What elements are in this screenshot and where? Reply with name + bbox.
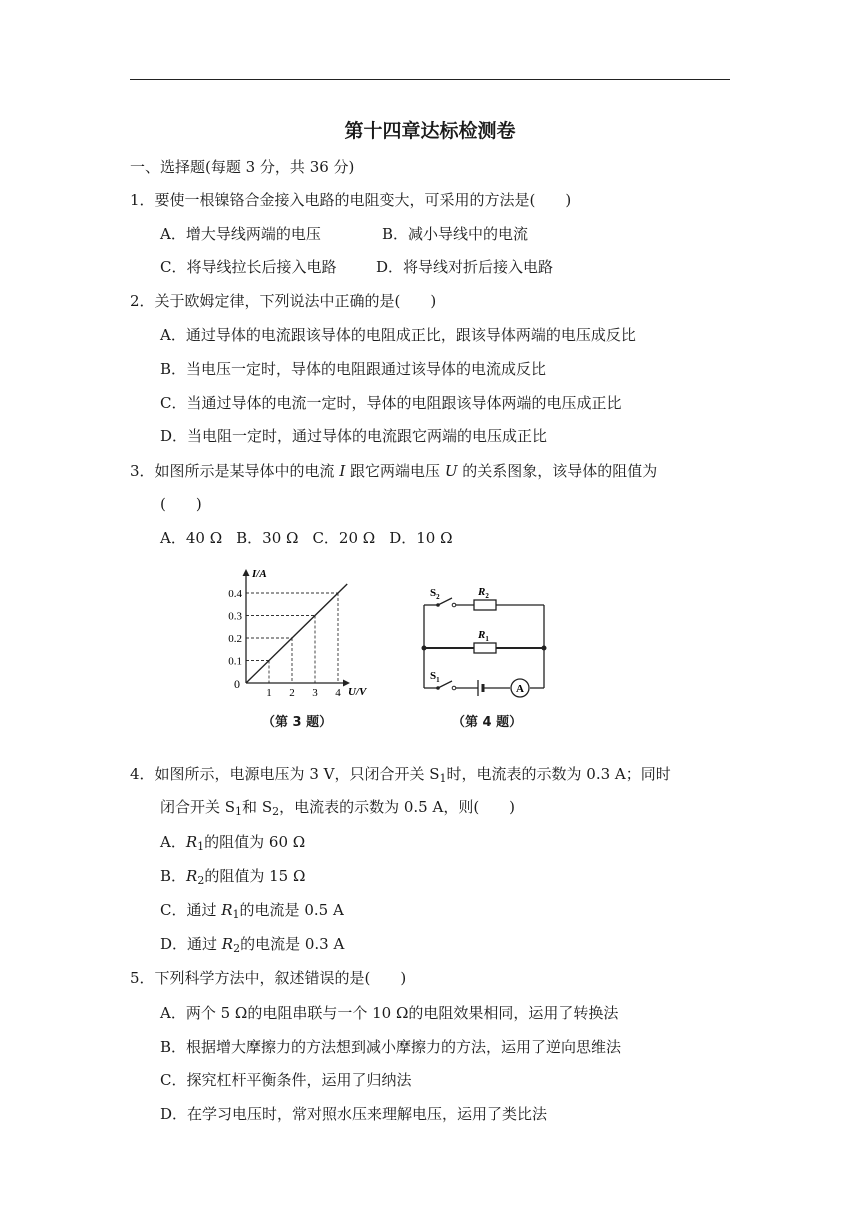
q3-stem: 3．如图所示是某导体中的电流 I 跟它两端电压 U 的关系图象，该导体的阻值为	[130, 462, 658, 480]
q2-option-d: D．当电阻一定时，通过导体的电流跟它两端的电压成正比	[160, 427, 548, 445]
s2-label: $S_2$	[430, 587, 440, 601]
q4-option-d: D．通过 $R_2$的电流是 0.3 A	[160, 935, 345, 955]
r2-label: $R_2$	[478, 586, 489, 600]
figure3-y-tick-label: 0.4	[228, 588, 242, 600]
q3-option-a: A．40 Ω	[160, 529, 223, 547]
s1-label: $S_1$	[430, 670, 440, 684]
figure3-x-tick-label: 4	[335, 687, 341, 699]
s2-switch-blade	[438, 598, 452, 605]
q3-answer-blank: ( )	[160, 495, 202, 513]
figure3-x-axis-label: U/V	[348, 686, 367, 698]
r1-resistor	[474, 643, 496, 653]
q4-option-b: B．$R_2$的阻值为 15 Ω	[160, 867, 306, 887]
q2-option-c: C．当通过导体的电流一定时，导体的电阻跟该导体两端的电压成正比	[160, 394, 622, 412]
figure4-circuit	[420, 580, 560, 705]
q3-option-c: C．20 Ω	[312, 529, 376, 547]
figure4-caption: （第 4 题）	[452, 715, 523, 730]
r1-label: $R_1$	[478, 629, 489, 643]
q1-stem: 1．要使一根镍铬合金接入电路的电阻变大，可采用的方法是( )	[130, 191, 572, 209]
q2-option-a: A．通过导体的电流跟该导体的电阻成正比，跟该导体两端的电压成反比	[160, 326, 636, 344]
q5-option-b: B．根据增大摩擦力的方法想到减小摩擦力的方法，运用了逆向思维法	[160, 1038, 622, 1056]
figure3-y-tick-label: 0.1	[228, 655, 242, 668]
q5-option-c: C．探究杠杆平衡条件，运用了归纳法	[160, 1071, 412, 1089]
figure3-y-tick-labels	[228, 588, 242, 668]
q4-stem-line2: 闭合开关 $S_1$和 $S_2$，电流表的示数为 0.5 A，则( )	[160, 798, 516, 818]
figure3-graph	[220, 560, 380, 705]
figure3-origin-label: 0	[234, 677, 240, 691]
junction-dot-right	[542, 646, 547, 651]
q4-option-c: C．通过 $R_1$的电流是 0.5 A	[160, 901, 344, 921]
q4-option-a: A．$R_1$的阻值为 60 Ω	[160, 833, 306, 853]
q4-stem-line1: 4．如图所示，电源电压为 3 V，只闭合开关 $S_1$时，电流表的示数为 0.3 A；同时	[130, 765, 671, 785]
q1-option-b: B．减小导线中的电流	[382, 225, 529, 243]
header-rule	[130, 79, 730, 80]
battery-icon	[478, 680, 483, 696]
figure3-x-tick-label: 1	[266, 687, 272, 699]
q3-option-d: D．10 Ω	[389, 529, 453, 547]
figure3-x-tick-label: 3	[312, 687, 318, 699]
section-heading: 一、选择题(每题 3 分，共 36 分)	[130, 158, 355, 176]
figure3-y-axis-label: I/A	[252, 568, 267, 580]
q1-option-a: A．增大导线两端的电压	[160, 225, 321, 243]
r2-resistor	[474, 600, 496, 610]
figure3-series-line	[246, 584, 347, 683]
page-title: 第十四章达标检测卷	[344, 120, 516, 142]
ammeter-label: A	[516, 683, 524, 695]
q3-option-b: B．30 Ω	[236, 529, 299, 547]
figure3-y-tick-label: 0.3	[228, 610, 242, 623]
q5-option-a: A．两个 5 Ω的电阻串联与一个 10 Ω的电阻效果相同，运用了转换法	[160, 1004, 619, 1022]
q3-options	[160, 528, 453, 548]
q2-stem: 2．关于欧姆定律，下列说法中正确的是( )	[130, 292, 437, 310]
q5-stem: 5．下列科学方法中，叙述错误的是( )	[130, 969, 407, 987]
s1-switch-blade	[438, 681, 452, 688]
figure3-x-tick-label: 2	[289, 687, 295, 699]
q5-option-d: D．在学习电压时，常对照水压来理解电压，运用了类比法	[160, 1105, 548, 1123]
figure3-y-arrow	[243, 569, 250, 576]
figure3-y-tick-label: 0.2	[228, 633, 242, 645]
figure3-x-tick-labels	[266, 687, 341, 699]
q1-option-c: C．将导线拉长后接入电路	[160, 258, 337, 276]
figure3-caption: （第 3 题）	[262, 715, 333, 730]
q2-option-b: B．当电压一定时，导体的电阻跟通过该导体的电流成反比	[160, 360, 547, 378]
junction-dot-left	[422, 646, 427, 651]
q1-option-d: D．将导线对折后接入电路	[376, 258, 554, 276]
